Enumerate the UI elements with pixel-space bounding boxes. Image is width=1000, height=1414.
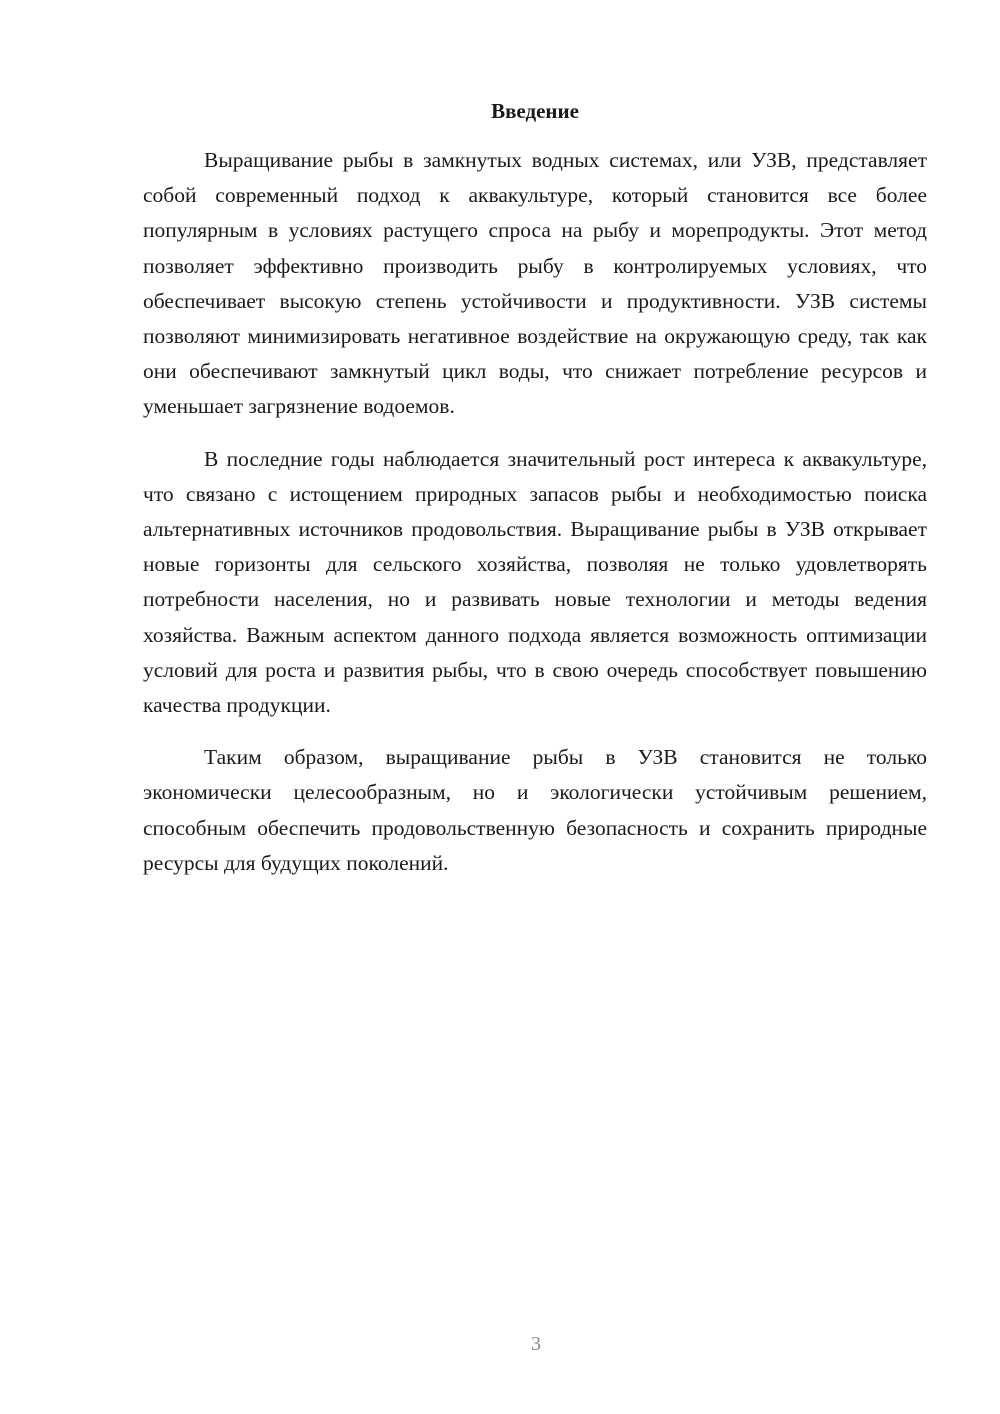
paragraph-3: Таким образом, выращивание рыбы в УЗВ становится не только экономически целесообразным, но и экологически устойчивым решением, способным обеспечить продовольственную безопасность и сохранить природные ресурсы для будущих поколений. xyxy=(143,745,927,875)
document-body xyxy=(143,143,927,898)
page-title: Введение xyxy=(491,99,579,123)
page-number: 3 xyxy=(531,1333,541,1355)
paragraph-2: В последние годы наблюдается значительный рост интереса к аквакультуре, что связано с истощением природных запасов рыбы и необходимостью поиска альтернативных источников продовольствия. Выращивание рыбы в УЗВ открывает новые горизонты для сельского хозяйства, позволяя не только удовлетворять потребности населения, но и развивать новые технологии и методы ведения хозяйства. Важным аспектом данного подхода является возможность оптимизации условий для роста и развития рыбы, что в свою очередь способствует повышению качества продукции. xyxy=(143,446,927,718)
paragraph-1: Выращивание рыбы в замкнутых водных системах, или УЗВ, представляет собой современный подход к аквакультуре, который становится все более популярным в условиях растущего спроса на рыбу и морепродукты. Этот метод позволяет эффективно производить рыбу в контролируемых условиях, что обеспечивает высокую степень устойчивости и продуктивности. УЗВ системы позволяют минимизировать негативное воздействие на окружающую среду, так как они обеспечивают замкнутый цикл воды, что снижает потребление ресурсов и уменьшает загрязнение водоемов. xyxy=(143,148,927,419)
